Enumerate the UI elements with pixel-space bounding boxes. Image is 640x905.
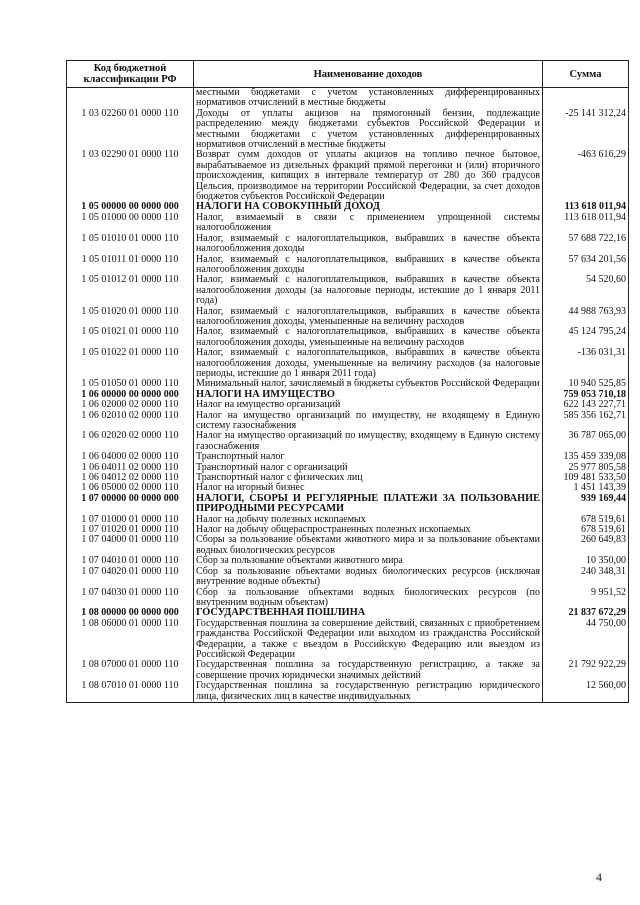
row-sum: 45 124 795,24: [543, 327, 629, 348]
row-code: 1 05 01021 01 0000 110: [67, 327, 194, 348]
row-name: Налог на имущество организаций по имуществу, не входящему в Единую систему газоснабжения: [194, 411, 543, 432]
page-number: 4: [596, 870, 602, 884]
row-name: Государственная пошлина за совершение действий, связанных с приобретением гражданства Российской Федерации или выходом из гражданства Российской Федерации, а также с въездом в Российскую Федерацию или выездом из Российской Федерации: [194, 619, 543, 661]
row-code: 1 05 01050 01 0000 110: [67, 379, 194, 389]
row-sum: 113 618 011,94: [543, 202, 629, 212]
table-row: [67, 535, 629, 556]
row-sum: 622 143 227,71: [543, 400, 629, 410]
table-row: [67, 213, 629, 234]
row-sum: -25 141 312,24: [543, 109, 629, 151]
row-code: 1 07 04020 01 0000 110: [67, 567, 194, 588]
table-row: [67, 234, 629, 255]
header-code: Код бюджетной классификации РФ: [67, 61, 194, 88]
row-name: Налог на добычу общераспространенных полезных ископаемых: [194, 525, 543, 535]
row-name: Транспортный налог: [194, 452, 543, 462]
revenue-table: [66, 60, 629, 703]
row-name: Налог, взимаемый с налогоплательщиков, выбравших в качестве объекта налогообложения доходы, уменьшенные на величину расходов (за налоговые периоды, истекшие до 1 января 2011 года): [194, 348, 543, 379]
row-code: 1 08 07010 01 0000 110: [67, 681, 194, 702]
row-sum: 54 520,60: [543, 275, 629, 306]
row-code: 1 03 02290 01 0000 110: [67, 150, 194, 202]
row-name: НАЛОГИ НА ИМУЩЕСТВО: [194, 390, 543, 400]
row-code: 1 07 01000 01 0000 110: [67, 515, 194, 525]
row-name: местными бюджетами с учетом установленных дифференцированных нормативов отчислений в местные бюджеты: [194, 88, 543, 109]
row-code: 1 07 00000 00 0000 000: [67, 494, 194, 515]
table-header-row: [67, 61, 629, 88]
row-code: 1 06 04012 02 0000 110: [67, 473, 194, 483]
row-sum: 12 560,00: [543, 681, 629, 702]
row-sum: 44 988 763,93: [543, 307, 629, 328]
row-code: 1 06 02000 02 0000 110: [67, 400, 194, 410]
row-code: [67, 88, 194, 109]
row-sum: 678 519,61: [543, 525, 629, 535]
row-sum: 57 634 201,56: [543, 255, 629, 276]
table-row: [67, 109, 629, 151]
row-name: Сбор за пользование объектами водных биологических ресурсов (по внутренним водным объектам): [194, 588, 543, 609]
row-code: 1 06 02020 02 0000 110: [67, 431, 194, 452]
row-name: Налог на имущество организаций по имуществу, входящему в Единую систему газоснабжения: [194, 431, 543, 452]
row-name: Транспортный налог с организаций: [194, 463, 543, 473]
row-sum: 109 481 533,50: [543, 473, 629, 483]
row-code: 1 08 07000 01 0000 110: [67, 660, 194, 681]
row-sum: 240 348,31: [543, 567, 629, 588]
table-row: [67, 494, 629, 515]
row-code: 1 03 02260 01 0000 110: [67, 109, 194, 151]
row-code: 1 05 00000 00 0000 000: [67, 202, 194, 212]
table-row: [67, 681, 629, 702]
row-sum: 10 350,00: [543, 556, 629, 566]
row-name: ГОСУДАРСТВЕННАЯ ПОШЛИНА: [194, 608, 543, 618]
row-code: 1 08 06000 01 0000 110: [67, 619, 194, 661]
row-sum: 36 787 065,00: [543, 431, 629, 452]
row-code: 1 06 00000 00 0000 000: [67, 390, 194, 400]
row-sum: 678 519,61: [543, 515, 629, 525]
row-code: 1 05 01010 01 0000 110: [67, 234, 194, 255]
table-row: [67, 255, 629, 276]
row-sum: 25 977 805,58: [543, 463, 629, 473]
table-body: [67, 88, 629, 703]
table-row: [67, 660, 629, 681]
row-code: 1 06 02010 02 0000 110: [67, 411, 194, 432]
row-name: НАЛОГИ НА СОВОКУПНЫЙ ДОХОД: [194, 202, 543, 212]
row-sum: 9 951,52: [543, 588, 629, 609]
row-sum: 1 451 143,39: [543, 483, 629, 493]
row-name: Государственная пошлина за государственную регистрацию, а также за совершение прочих юридически значимых действий: [194, 660, 543, 681]
row-sum: -463 616,29: [543, 150, 629, 202]
row-name: Налог, взимаемый с налогоплательщиков, выбравших в качестве объекта налогообложения доходы (за налоговые периоды, истекшие до 1 января 2011 года): [194, 275, 543, 306]
row-sum: 21 837 672,29: [543, 608, 629, 618]
row-code: 1 06 04011 02 0000 110: [67, 463, 194, 473]
table-row: [67, 327, 629, 348]
row-name: Налог, взимаемый в связи с применением упрощенной системы налогообложения: [194, 213, 543, 234]
row-name: Налог, взимаемый с налогоплательщиков, выбравших в качестве объекта налогообложения доходы: [194, 255, 543, 276]
row-sum: 135 459 339,08: [543, 452, 629, 462]
header-sum: Сумма: [543, 61, 629, 88]
row-name: Транспортный налог с физических лиц: [194, 473, 543, 483]
row-name: Налог, взимаемый с налогоплательщиков, выбравших в качестве объекта налогообложения доходы: [194, 234, 543, 255]
table-row: [67, 431, 629, 452]
row-name: Налог, взимаемый с налогоплательщиков, выбравших в качестве объекта налогообложения доходы, уменьшенные на величину расходов: [194, 327, 543, 348]
row-code: 1 06 05000 02 0000 110: [67, 483, 194, 493]
row-code: 1 05 01012 01 0000 110: [67, 275, 194, 306]
row-name: Сборы за пользование объектами животного мира и за пользование объектами водных биологических ресурсов: [194, 535, 543, 556]
table-row: [67, 348, 629, 379]
row-code: 1 07 01020 01 0000 110: [67, 525, 194, 535]
row-name: Налог на имущество организаций: [194, 400, 543, 410]
row-name: Налог на добычу полезных ископаемых: [194, 515, 543, 525]
row-name: Возврат сумм доходов от уплаты акцизов на топливо печное бытовое, вырабатываемое из дизельных фракций прямой перегонки и (или) вторичного происхождения, кипящих в интервале температур от 280 до 360 градусов Цельсия, производимое на территории Российской Федерации, за счет доходов бюджетов субъектов Российской Федерации: [194, 150, 543, 202]
table-row: [67, 307, 629, 328]
row-sum: 585 356 162,71: [543, 411, 629, 432]
row-code: 1 06 04000 02 0000 110: [67, 452, 194, 462]
table-row: [67, 567, 629, 588]
table-row: [67, 411, 629, 432]
row-sum: 57 688 722,16: [543, 234, 629, 255]
row-name: Сбор за пользование объектами животного мира: [194, 556, 543, 566]
row-sum: 260 649,83: [543, 535, 629, 556]
row-name: Налог, взимаемый с налогоплательщиков, выбравших в качестве объекта налогообложения доходы, уменьшенные на величину расходов: [194, 307, 543, 328]
table-row: [67, 88, 629, 109]
row-code: 1 05 01022 01 0000 110: [67, 348, 194, 379]
header-name: Наименование доходов: [194, 61, 543, 88]
table-row: [67, 588, 629, 609]
row-name: Доходы от уплаты акцизов на прямогонный бензин, подлежащие распределению между бюджетами субъектов Российской Федерации и местными бюджетами с учетом установленных дифференцированных нормативов отчислений в местные бюджеты: [194, 109, 543, 151]
table-row: [67, 150, 629, 202]
row-code: 1 05 01011 01 0000 110: [67, 255, 194, 276]
row-name: Сбор за пользование объектами водных биологических ресурсов (исключая внутренние водные объекты): [194, 567, 543, 588]
row-sum: 21 792 922,29: [543, 660, 629, 681]
row-sum: 10 940 525,85: [543, 379, 629, 389]
row-sum: -136 031,31: [543, 348, 629, 379]
row-code: 1 07 04030 01 0000 110: [67, 588, 194, 609]
table-row: [67, 619, 629, 661]
row-sum: 759 053 710,18: [543, 390, 629, 400]
row-code: 1 08 00000 00 0000 000: [67, 608, 194, 618]
row-code: 1 07 04000 01 0000 110: [67, 535, 194, 556]
table-row: [67, 275, 629, 306]
row-code: 1 05 01000 00 0000 110: [67, 213, 194, 234]
row-code: 1 07 04010 01 0000 110: [67, 556, 194, 566]
row-name: Минимальный налог, зачисляемый в бюджеты субъектов Российской Федерации: [194, 379, 543, 389]
row-name: Налог на игорный бизнес: [194, 483, 543, 493]
row-sum: 113 618 011,94: [543, 213, 629, 234]
row-sum: 44 750,00: [543, 619, 629, 661]
row-code: 1 05 01020 01 0000 110: [67, 307, 194, 328]
row-name: НАЛОГИ, СБОРЫ И РЕГУЛЯРНЫЕ ПЛАТЕЖИ ЗА ПОЛЬЗОВАНИЕ ПРИРОДНЫМИ РЕСУРСАМИ: [194, 494, 543, 515]
row-sum: 939 169,44: [543, 494, 629, 515]
row-name: Государственная пошлина за государственную регистрацию юридического лица, физических лиц в качестве индивидуальных: [194, 681, 543, 702]
row-sum: [543, 88, 629, 109]
